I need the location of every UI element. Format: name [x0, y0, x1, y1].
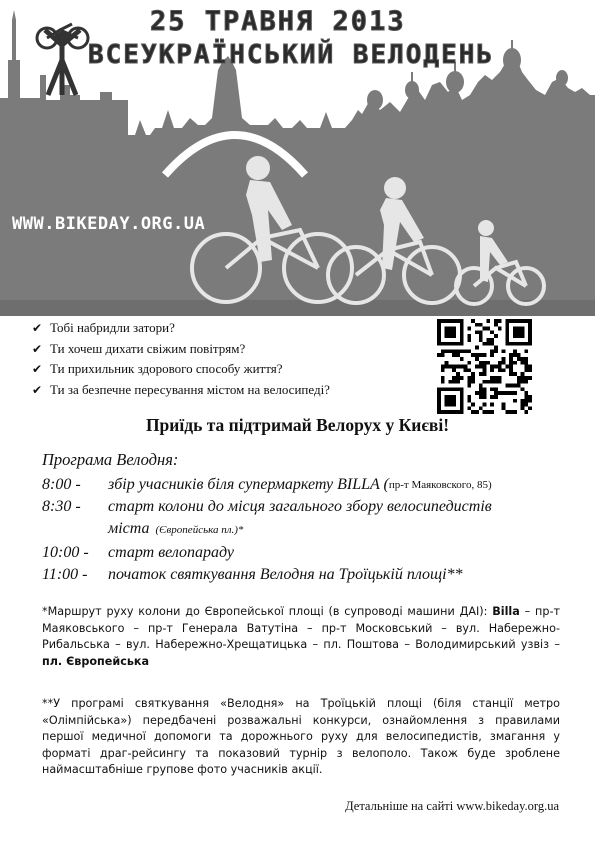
- celebration-footnote: **У програмі святкування «Велодня» на Троїцькій площі (біля станції метро «Олімпійська») передбачені розважальні конкурси, ознайомлення з правилами першої медичної допомоги та дорожнього руху для велосипедистів, змагання у форматі драг-рейсингу та показовий турнір з велополо. Також буде зроблене наймасштабніше групове фото учасників акції.: [42, 697, 560, 776]
- event-name-title: ВСЕУКРАЇНСЬКИЙ ВЕЛОДЕНЬ: [88, 40, 495, 70]
- list-item: ✔ Тобі набридли затори?: [32, 318, 330, 339]
- program-item: 8:00 - збір учасників біля супермаркету BILLA ( пр-т Маяковского, 85): [42, 476, 492, 493]
- list-item: ✔ Ти прихильник здорового способу життя?: [32, 359, 330, 380]
- program-section: [42, 450, 492, 586]
- program-item-continued: міста (Європейська пл.)*: [108, 520, 244, 537]
- program-item: 11:00 - початок святкування Велодня на Троїцькій площі**: [42, 566, 463, 583]
- question-checklist: [32, 318, 330, 400]
- route-footnote: *Маршрут руху колони до Європейської площі (в супроводі машини ДАІ): Billa – пр-т Маяковського – пр-т Генерала Ватутіна – пр-т Московський – вул. Набережно-Рибальська – вул. Набережно-Хрещатицька – пл. Поштова – Володимирський узвіз – пл. Європейська: [42, 605, 560, 668]
- check-icon: ✔: [32, 321, 43, 335]
- check-icon: ✔: [32, 382, 43, 397]
- footer-website[interactable]: Детальніше на сайті www.bikeday.org.ua: [345, 799, 559, 813]
- check-icon: ✔: [32, 341, 43, 356]
- headline: Приїдь та підтримай Велорух у Києві!: [145, 415, 450, 435]
- list-item: ✔ Ти за безпечне пересування містом на велосипеді?: [32, 380, 330, 401]
- list-item: ✔ Ти хочеш дихати свіжим повітрям?: [32, 339, 330, 360]
- event-date-title: 25 ТРАВНЯ 2013: [150, 6, 406, 37]
- header-banner: [0, 0, 595, 316]
- banner-website-link[interactable]: WWW.BIKEDAY.ORG.UA: [12, 214, 206, 234]
- program-item: 8:30 - старт колони до місця загального збору велосипедистів: [42, 498, 492, 515]
- check-icon: ✔: [32, 362, 43, 376]
- program-heading: Програма Велодня:: [42, 450, 179, 469]
- program-item: 10:00 - старт велопараду: [42, 544, 234, 561]
- qr-code-icon[interactable]: [437, 319, 532, 414]
